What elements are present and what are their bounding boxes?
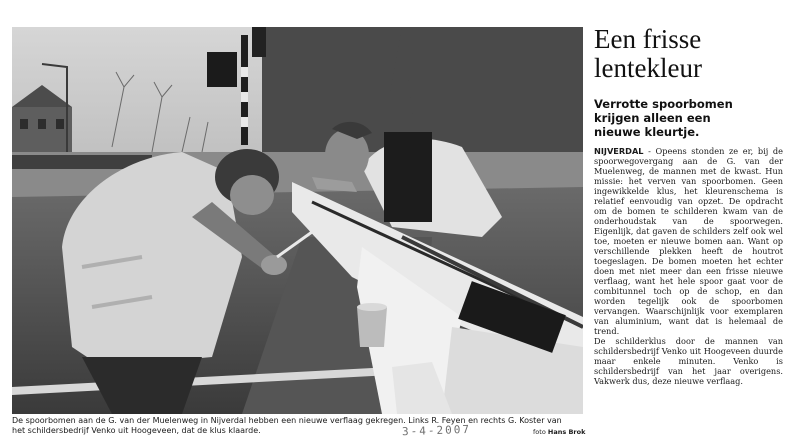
photo-credit: [533, 428, 585, 436]
handwritten-date: 3-4-2007: [401, 422, 472, 439]
photo-credit-prefix: foto: [533, 428, 546, 436]
article-headline: [594, 25, 784, 83]
photo-illustration: [12, 27, 583, 414]
subhead-line-3: nieuwe kleurtje.: [594, 125, 700, 139]
photo-caption: [12, 416, 583, 439]
headline-line-1: Een frisse: [594, 24, 702, 54]
article-paragraph-1: [594, 146, 783, 336]
news-photo: [12, 27, 583, 414]
photo-paint-bucket: [357, 303, 387, 347]
photo-credit-name: Hans Brok: [547, 428, 586, 436]
article-dateline: NIJVERDAL: [594, 146, 644, 156]
article-subheadline: [594, 97, 784, 139]
photo-caption-text: De spoorbomen aan de G. van der Muelenweg in Nijverdal hebben een nieuwe verflaag gekregen. Links R. Feyen en rechts G. Koster van het schildersbedrijf Venko uit Hoogeveen, dat de klus klaarde.: [12, 416, 562, 435]
article-paragraph-2: De schilderklus door de mannen van schildersbedrijf Venko uit Hoogeveen duurde maar enkele minuten. Venko is schildersbedrijf van het jaar overigens. Vakwerk dus, deze nieuwe verflaag.: [594, 336, 783, 386]
article-paragraph-1-text: - Opeens stonden ze er, bij de spoorwegovergang aan de G. van der Muelenweg, de mannen met de kwast. Hun missie: het verven van spoorbomen. Geen ingewikkelde klus, het kleurenschema is relatief eenvoudig van opzet. De opdracht om de bomen te schilderen kwam van de onderhoudstak van de spoorwegen. Eigenlijk, dat gaven de schilders zelf ook wel toe, moeten er nieuwe bomen aan. Want op verschillende plekken heeft de houtrot toegeslagen. De bomen moeten het echter doen met niet meer dan een frisse nieuwe verflaag, want het hele spoor gaat voor de combitunnel toch op de schop, en dan worden tegelijk ook de spoorbomen vervangen. Waarschijnlijk voor exemplaren van aluminium, want dat is helemaal de trend.: [594, 146, 783, 336]
headline-line-2: lentekleur: [594, 53, 702, 83]
subhead-line-2: krijgen alleen een: [594, 111, 711, 125]
article-body: [594, 146, 783, 386]
subhead-line-1: Verrotte spoorbomen: [594, 97, 733, 111]
